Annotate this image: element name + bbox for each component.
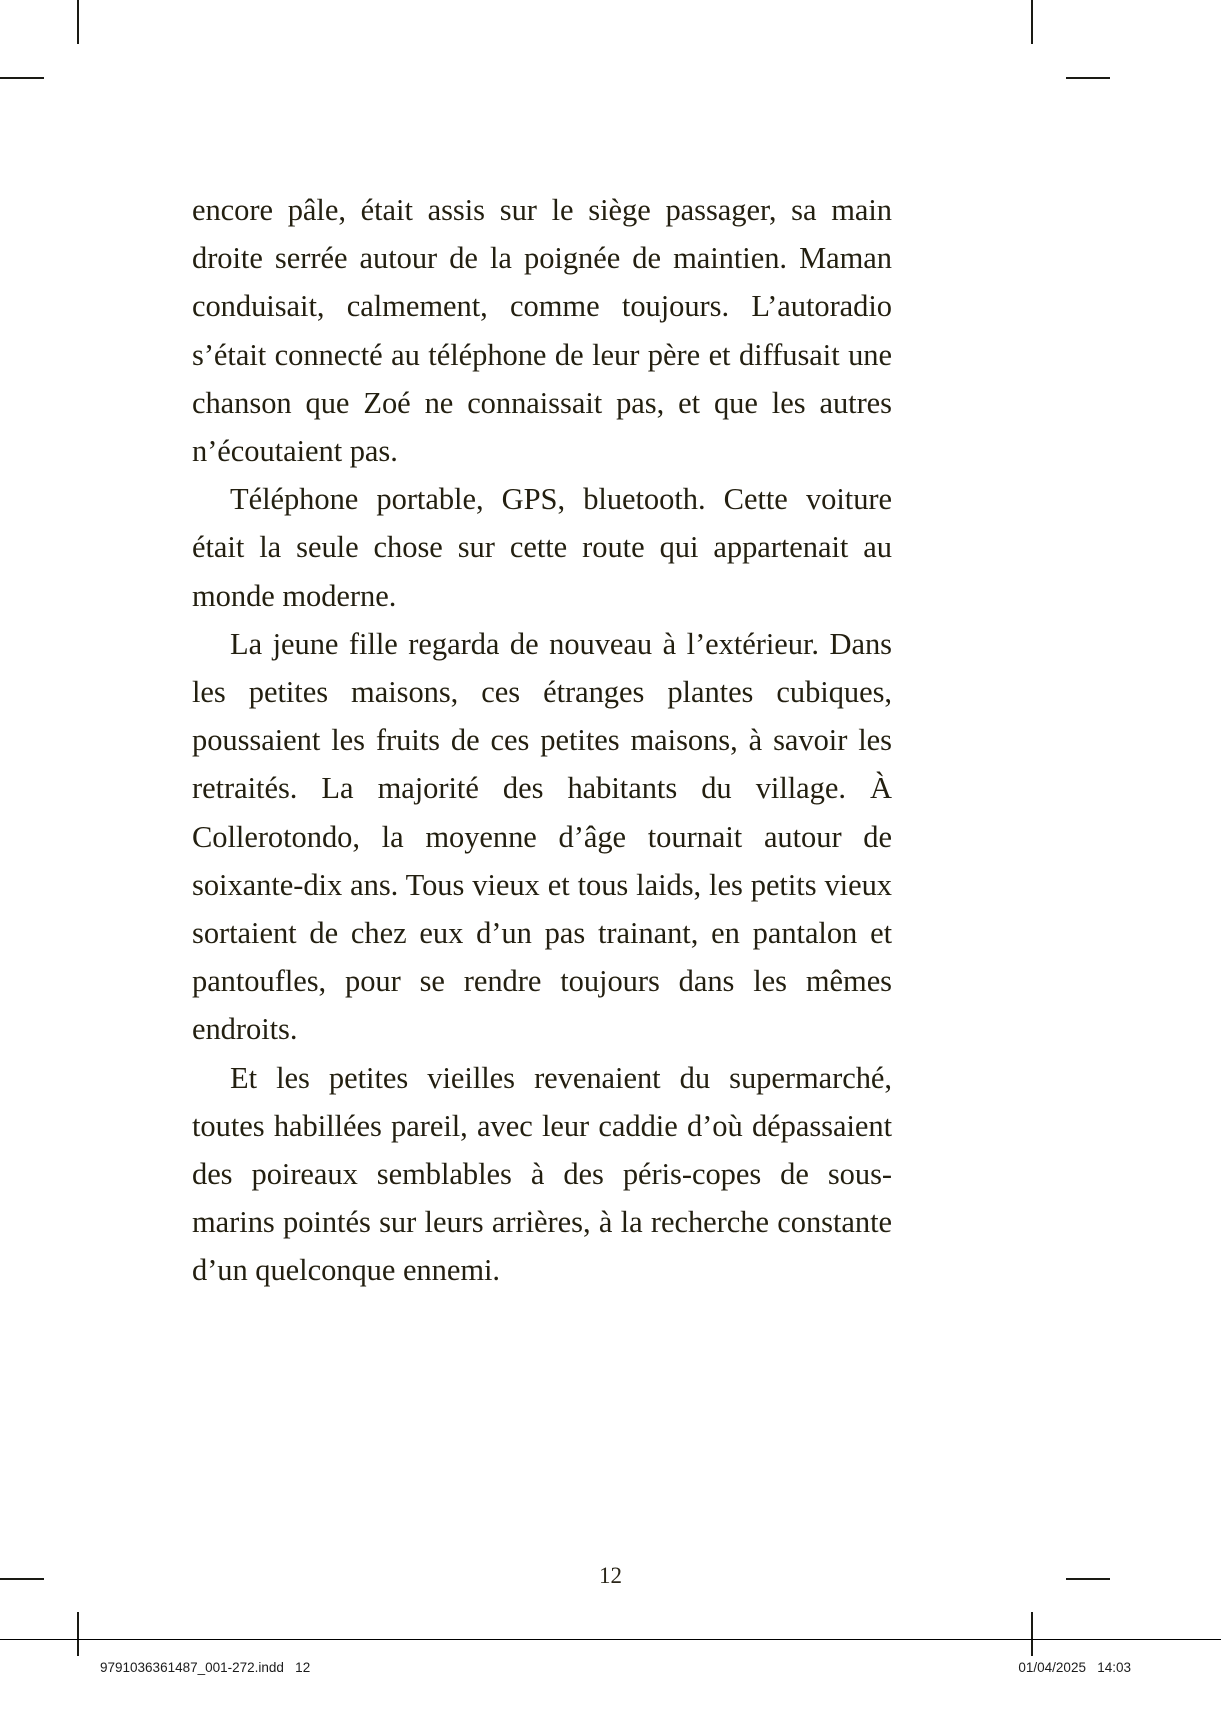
footer-file-name: 9791036361487_001-272.indd 12 (100, 1660, 311, 1675)
page-text-block (192, 186, 892, 1295)
crop-mark-top-right-horizontal (1066, 77, 1110, 79)
page-number: 12 (599, 1563, 622, 1588)
imposition-footer (0, 1660, 1221, 1690)
crop-mark-bottom-right-vertical (1031, 1612, 1033, 1656)
paragraph-4: Et les petites vieilles revenaient du supermarché, toutes habillées pareil, avec leur caddie d’où dépassaient des poireaux semblables à des péris-copes de sous-marins pointés sur leurs arrières, à la recherche constante d’un quelconque ennemi. (192, 1060, 892, 1288)
paragraph-3: La jeune fille regarda de nouveau à l’extérieur. Dans les petites maisons, ces étranges plantes cubiques, poussaient les fruits de ces petites maisons, à savoir les retraités. La majorité des habitants du village. À Collerotondo, la moyenne d’âge tournait autour de soixante-dix ans. Tous vieux et tous laids, les petits vieux sortaient de chez eux d’un pas trainant, en pantalon et pantoufles, pour se rendre toujours dans les mêmes endroits. (192, 626, 892, 1047)
crop-mark-top-left-vertical (77, 0, 79, 44)
paragraph-1: encore pâle, était assis sur le siège passager, sa main droite serrée autour de la poignée de maintien. Maman conduisait, calmement, comme toujours. L’autoradio s’était connecté au téléphone de leur père et diffusait une chanson que Zoé ne connaissait pas, et que les autres n’écoutaient pas. (192, 193, 892, 469)
footer-divider (0, 1639, 1221, 1640)
paragraph-2: Téléphone portable, GPS, bluetooth. Cette voiture était la seule chose sur cette route qui appartenait au monde moderne. (192, 482, 892, 613)
crop-mark-bottom-left-vertical (77, 1612, 79, 1656)
footer-timestamp: 01/04/2025 14:03 (1018, 1660, 1131, 1675)
crop-mark-top-left-horizontal (0, 77, 44, 79)
crop-mark-top-right-vertical (1031, 0, 1033, 44)
